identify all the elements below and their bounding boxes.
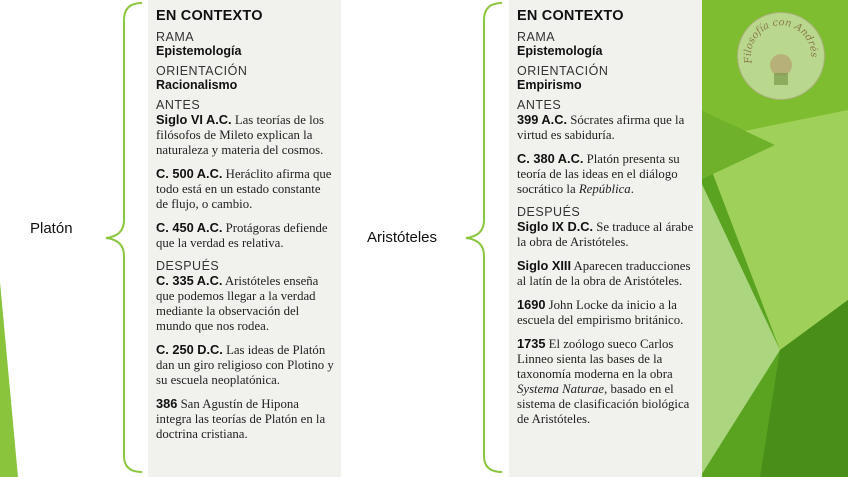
timeline-entry: 386 San Agustín de Hipona integra las teorías de Platón en la doctrina cristiana. bbox=[156, 396, 326, 441]
rama-value: Epistemología bbox=[156, 44, 242, 58]
timeline-entry: Siglo VI A.C. Las teorías de los filósofos de Mileto explican la naturaleza y materia del cosmos. bbox=[156, 112, 325, 157]
rama-label: RAMA bbox=[517, 30, 556, 44]
label-platon: Platón bbox=[30, 220, 73, 237]
timeline-entry: C. 500 A.C. Heráclito afirma que todo está en un estado constante de flujo, o cambio. bbox=[156, 166, 332, 211]
rama-label: RAMA bbox=[156, 30, 195, 44]
despues-label: DESPUÉS bbox=[156, 259, 220, 273]
right-brace bbox=[460, 0, 510, 477]
label-aristoteles: Aristóteles bbox=[367, 229, 438, 246]
timeline-entry: C. 250 D.C. Las ideas de Platón dan un giro religioso con Plotino y su escuela neoplatónica. bbox=[156, 342, 334, 387]
timeline-entry: C. 450 A.C. Protágoras defiende que la verdad es relativa. bbox=[156, 220, 328, 250]
watermark-logo bbox=[737, 12, 825, 100]
orientacion-value: Racionalismo bbox=[156, 78, 238, 92]
left-brace bbox=[100, 0, 150, 477]
panel-header: EN CONTEXTO bbox=[156, 8, 263, 24]
timeline-entry: Siglo XIII Aparecen traducciones al latín de la obra de Aristóteles. bbox=[517, 258, 691, 288]
timeline-entry: Siglo IX D.C. Se traduce al árabe la obra de Aristóteles. bbox=[517, 219, 694, 249]
timeline-entry: 1690 John Locke da inicio a la escuela del empirismo británico. bbox=[517, 297, 684, 327]
timeline-entry: 399 A.C. Sócrates afirma que la virtud es sabiduría. bbox=[517, 112, 685, 142]
despues-label: DESPUÉS bbox=[517, 205, 581, 219]
logo-graphic bbox=[738, 13, 824, 99]
timeline-entry: C. 380 A.C. Platón presenta su teoría de las ideas en el diálogo socrático la República. bbox=[517, 151, 680, 196]
panel-header: EN CONTEXTO bbox=[517, 8, 624, 24]
orientacion-label: ORIENTACIÓN bbox=[156, 64, 248, 78]
left-green-wedge bbox=[0, 282, 18, 477]
timeline-entry: 1735 El zoólogo sueco Carlos Linneo sienta las bases de la taxonomía moderna en la obra Systema Naturae, basado en el sistema de clasificación biológica de Aristóteles. bbox=[517, 336, 690, 426]
antes-label: ANTES bbox=[517, 98, 562, 112]
timeline-entry: C. 335 A.C. Aristóteles enseña que podemos llegar a la verdad mediante la observación del mundo que nos rodea. bbox=[156, 273, 319, 333]
svg-text:Filosofía con Andrés: Filosofía con Andrés bbox=[742, 17, 820, 65]
context-panel-aristoteles bbox=[509, 0, 702, 477]
orientacion-label: ORIENTACIÓN bbox=[517, 64, 609, 78]
rama-value: Epistemología bbox=[517, 44, 603, 58]
context-panel-platon bbox=[148, 0, 341, 477]
antes-label: ANTES bbox=[156, 98, 201, 112]
orientacion-value: Empirismo bbox=[517, 78, 582, 92]
